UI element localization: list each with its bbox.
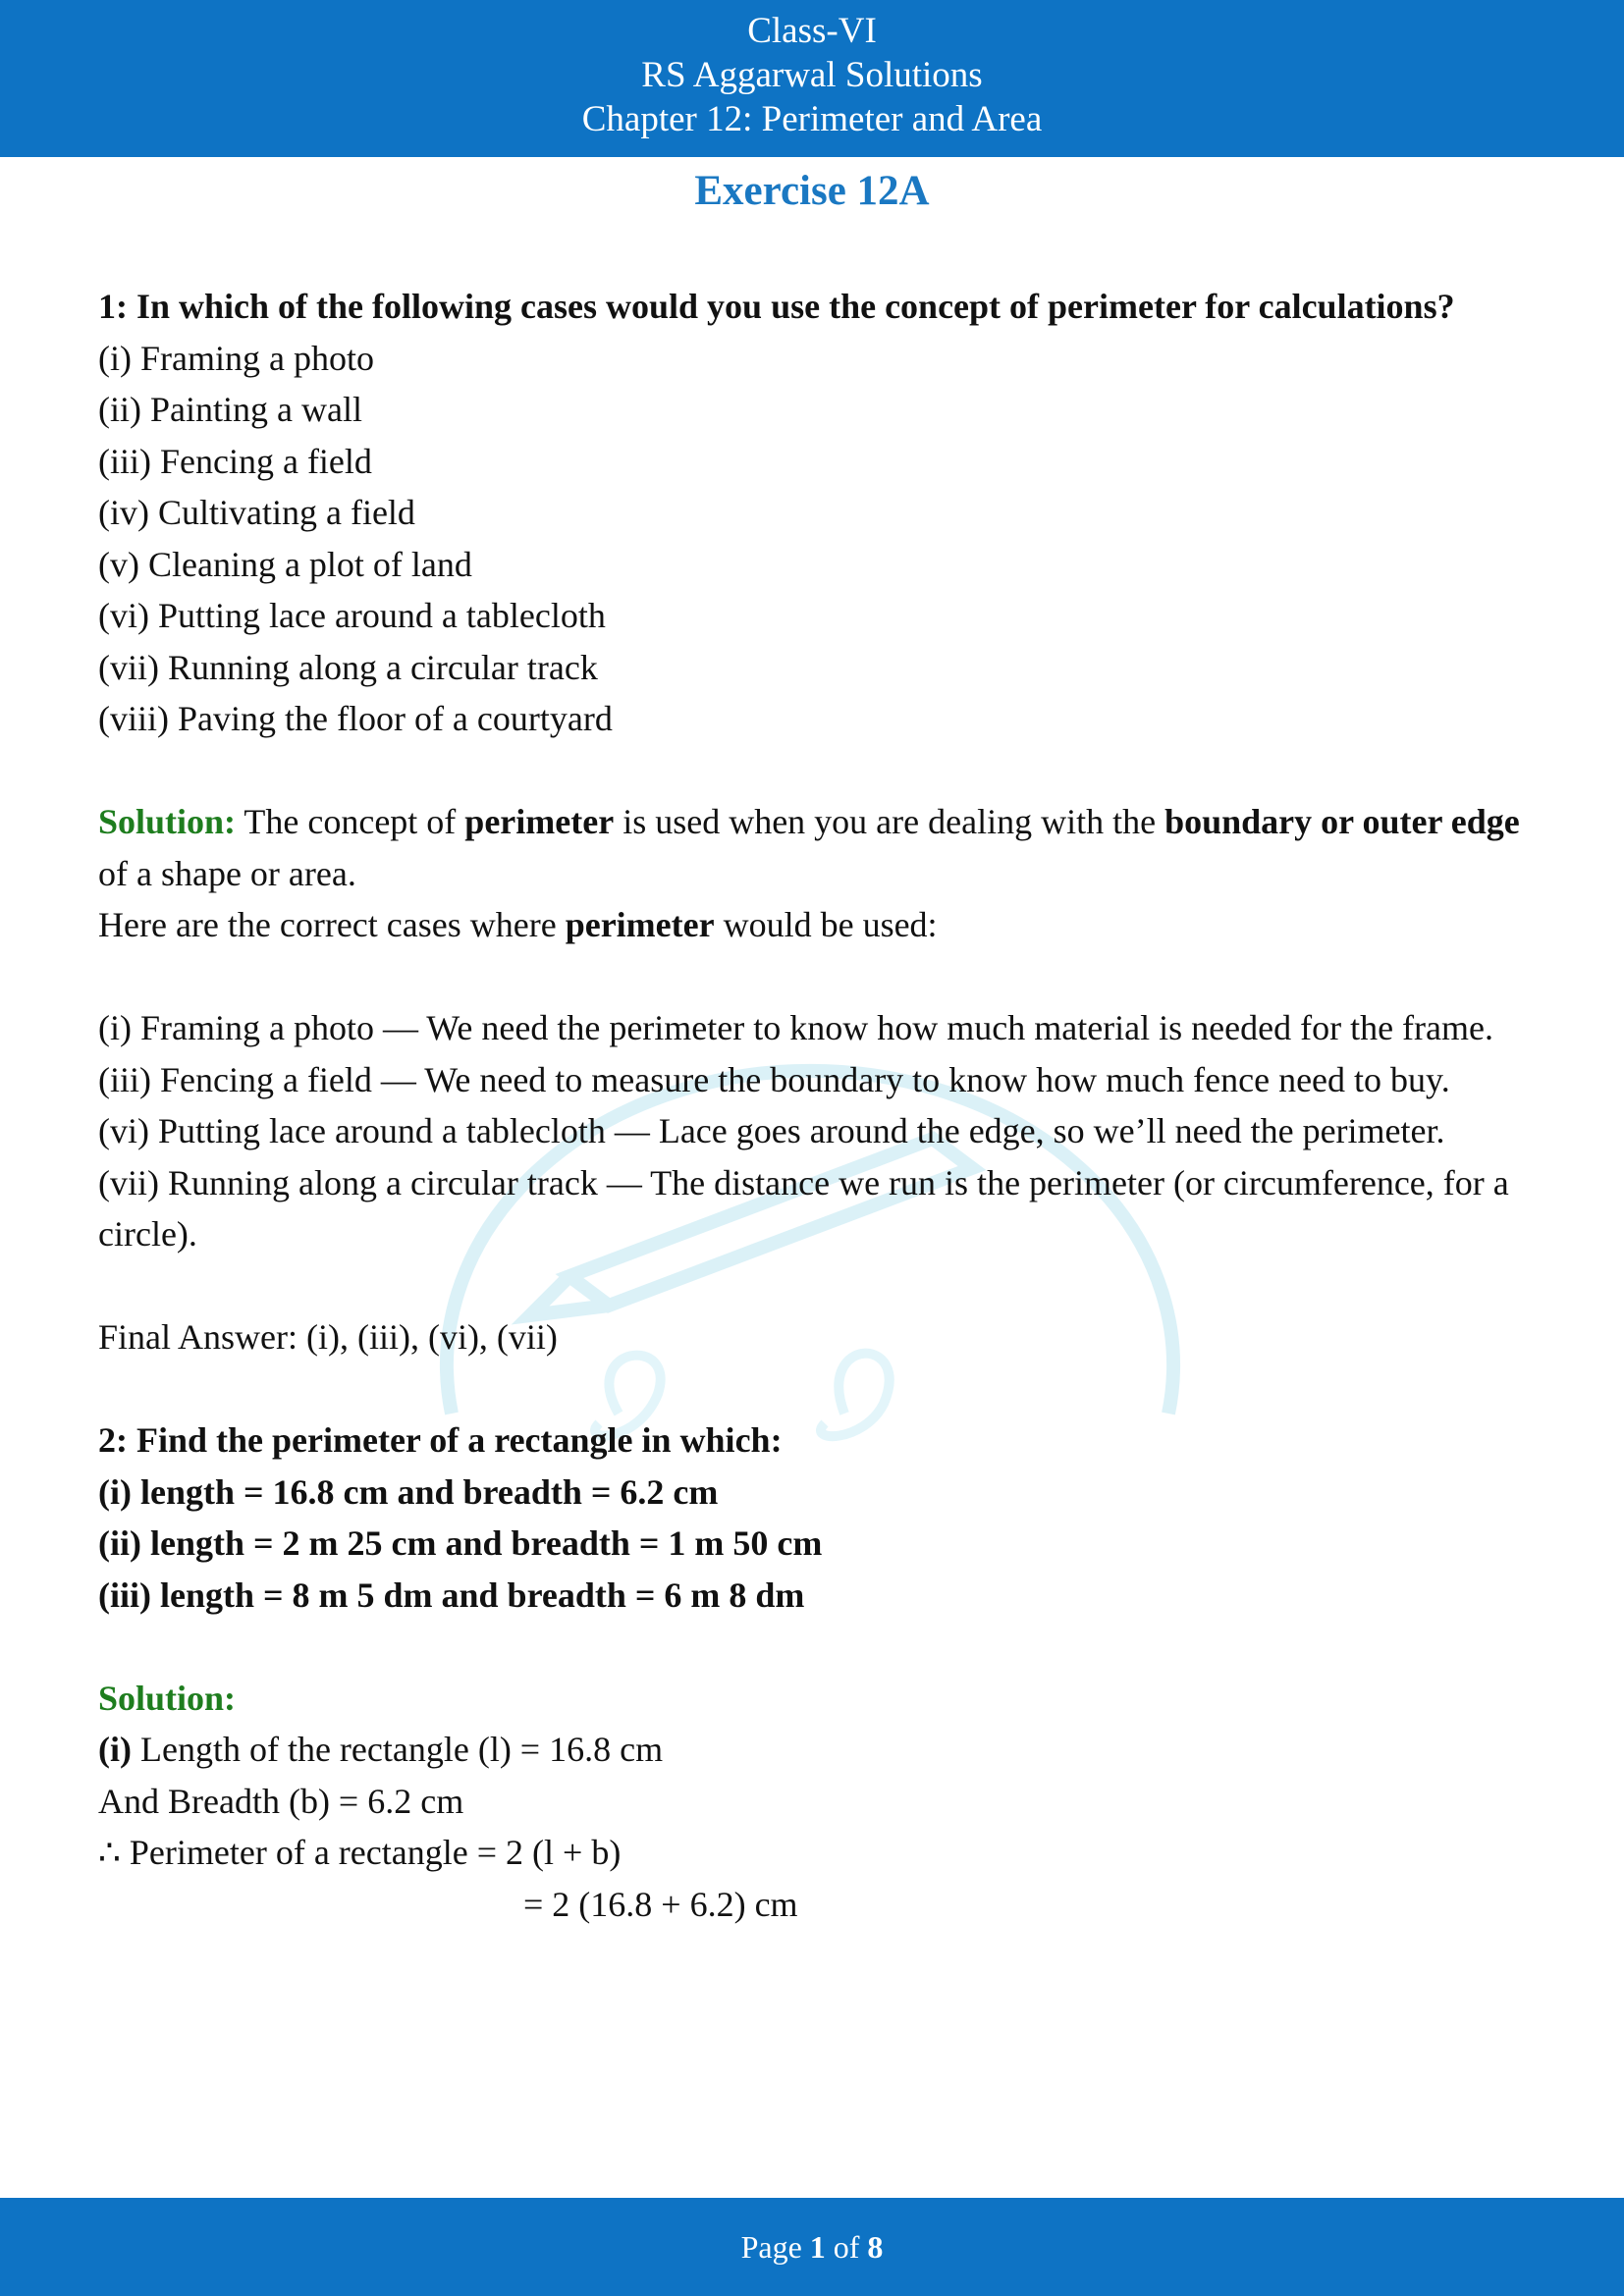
- q1-option-8: (viii) Paving the floor of a courtyard: [98, 699, 613, 738]
- header-book: RS Aggarwal Solutions: [641, 55, 983, 95]
- page-header: [0, 0, 1624, 157]
- solution-text: The concept of: [236, 802, 465, 841]
- q2-solution-line-4: = 2 (16.8 + 6.2) cm: [523, 1884, 798, 1924]
- q2-solution-line-3: ∴ Perimeter of a rectangle = 2 (l + b): [98, 1833, 622, 1872]
- exercise-title: Exercise 12A: [694, 168, 930, 214]
- q1-option-7: (vii) Running along a circular track: [98, 647, 598, 687]
- question-1: 1: In which of the following cases would you use the concept of perimeter for calculations?: [98, 287, 1455, 326]
- q1-solution-intro: [98, 796, 1532, 899]
- solution-text: is used when you are dealing with the: [614, 802, 1165, 841]
- q1-option-5: (v) Cleaning a plot of land: [98, 544, 472, 584]
- solution-text: Length of the rectangle (l) = 16.8 cm: [131, 1730, 664, 1769]
- solution-label: Solution:: [98, 802, 237, 841]
- q1-solution-cases-intro: [98, 899, 1532, 951]
- q2-solution-line-1: [98, 1724, 1532, 1776]
- solution-text: would be used:: [714, 905, 938, 944]
- solution-text: Here are the correct cases where: [98, 905, 566, 944]
- q1-option-6: (vi) Putting lace around a tablecloth: [98, 596, 606, 635]
- header-chapter: Chapter 12: Perimeter and Area: [581, 99, 1043, 139]
- question-2: 2: Find the perimeter of a rectangle in which:: [98, 1420, 783, 1460]
- q1-option-4: (iv) Cultivating a field: [98, 493, 415, 532]
- q1-option-1: (i) Framing a photo: [98, 338, 374, 378]
- page-prefix: Page: [740, 2229, 810, 2265]
- solution-bold: perimeter: [464, 802, 615, 841]
- page-content: [98, 281, 1532, 1930]
- q2-part-3: (iii) length = 8 m 5 dm and breadth = 6 m 8 dm: [98, 1575, 805, 1615]
- q2-solution-line-2: And Breadth (b) = 6.2 cm: [98, 1781, 464, 1821]
- q1-case-1: (i) Framing a photo — We need the perimeter to know how much material is needed for the frame.: [98, 1008, 1493, 1047]
- q1-final-answer: Final Answer: (i), (iii), (vi), (vii): [98, 1317, 558, 1357]
- page-mid: of: [825, 2229, 868, 2265]
- q1-option-3: (iii) Fencing a field: [98, 441, 372, 481]
- q1-case-2: (iii) Fencing a field — We need to measure the boundary to know how much fence need to buy.: [98, 1059, 1450, 1099]
- page-current: 1: [809, 2229, 826, 2265]
- page-total: 8: [867, 2229, 884, 2265]
- q1-case-4: (vii) Running along a circular track — The distance we run is the perimeter (or circumference, for a circle).: [98, 1162, 1509, 1254]
- solution-bold: perimeter: [565, 905, 715, 944]
- q1-option-2: (ii) Painting a wall: [98, 390, 362, 429]
- page-footer: [0, 2198, 1624, 2296]
- q2-part-1: (i) length = 16.8 cm and breadth = 6.2 cm: [98, 1471, 719, 1512]
- header-class: Class-VI: [747, 11, 877, 51]
- q2-part-2: (ii) length = 2 m 25 cm and breadth = 1 m 50 cm: [98, 1523, 823, 1563]
- q1-case-3: (vi) Putting lace around a tablecloth — Lace goes around the edge, so we’ll need the perimeter.: [98, 1111, 1445, 1150]
- q2-solution-label: Solution:: [98, 1678, 237, 1718]
- solution-bold: boundary or outer edge: [1164, 802, 1520, 841]
- solution-text: of a shape or area.: [98, 853, 356, 893]
- solution-part-label: (i): [98, 1730, 132, 1769]
